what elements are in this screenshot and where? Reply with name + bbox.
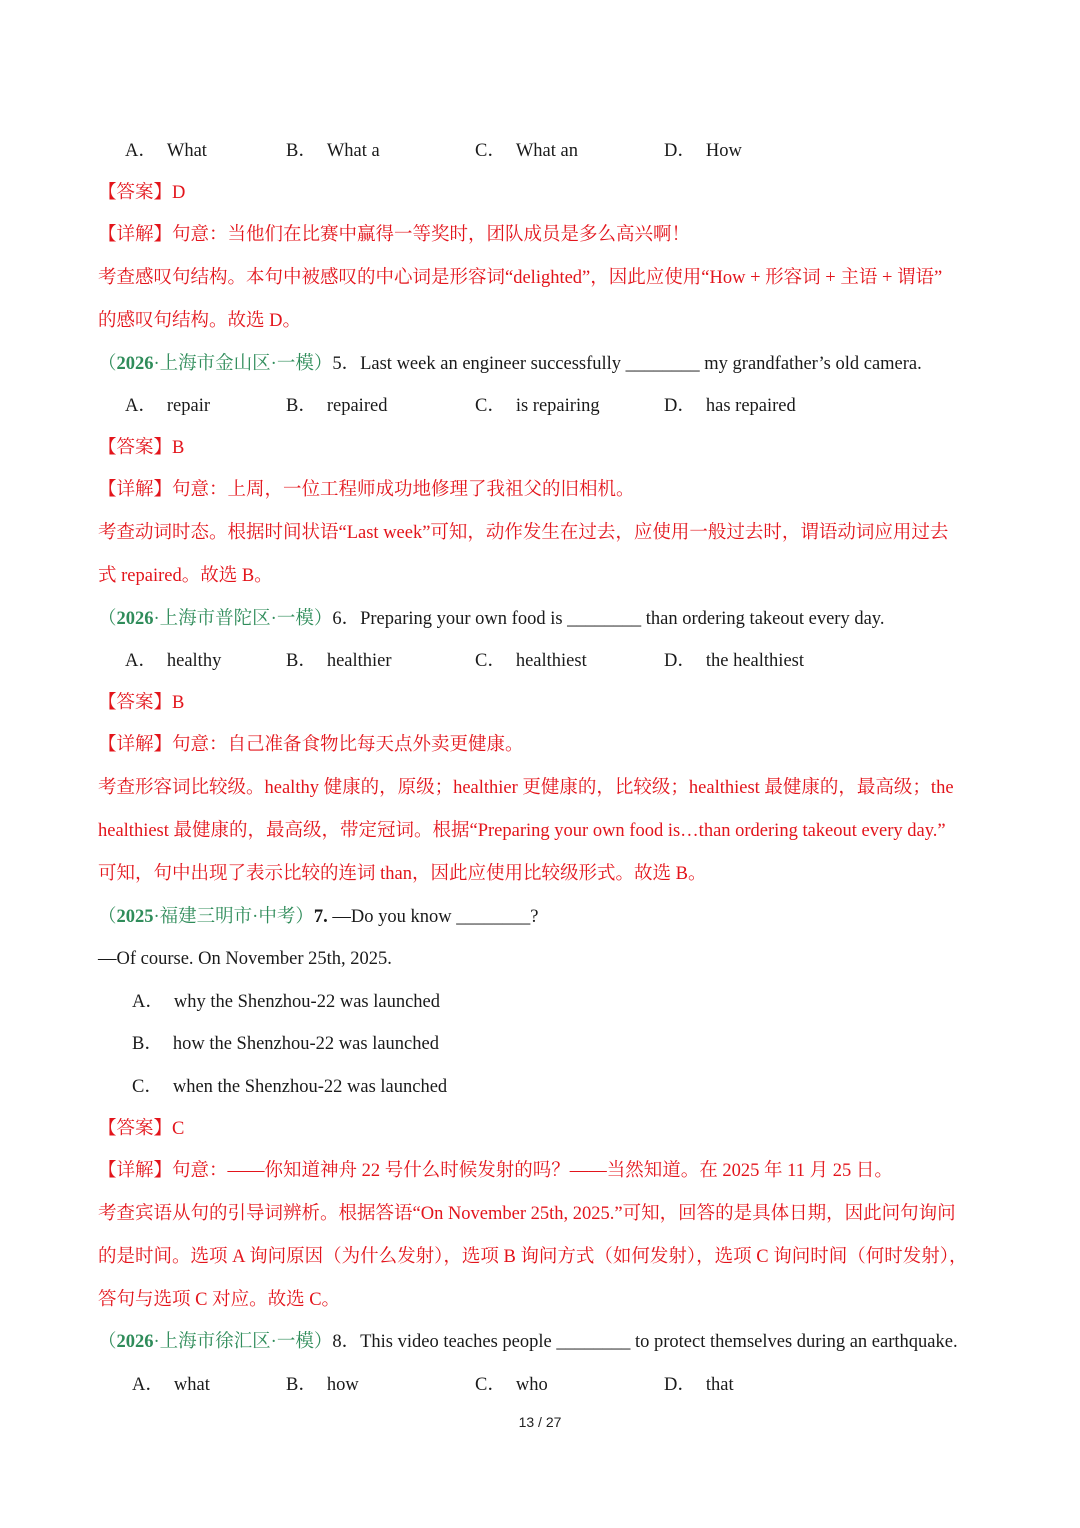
q5-explain-line-1: 考查动词时态。根据时间状语“Last week”可知，动作发生在过去，应使用一般过去时，谓语动词应用过去 xyxy=(98,523,949,543)
q8-option-c: C． who xyxy=(475,1375,548,1395)
q7-answer: 【答案】C xyxy=(98,1119,185,1139)
q4-option-b: B． What a xyxy=(286,141,380,161)
q4-explain-line-2: 的感叹句结构。故选 D。 xyxy=(98,311,301,331)
q6-option-c: C． healthiest xyxy=(475,651,587,671)
q6-answer: 【答案】B xyxy=(98,693,185,713)
q6-option-b: B． healthier xyxy=(286,651,392,671)
q7-explain-line-3: 答句与选项 C 对应。故选 C。 xyxy=(98,1290,341,1310)
q7-detail: 【详解】句意：——你知道神舟 22 号什么时候发射的吗？——当然知道。在 2025 年 11 月 25 日。 xyxy=(98,1161,893,1181)
q5-option-c: C． is repairing xyxy=(475,396,600,416)
q8-option-a: A． what xyxy=(132,1375,210,1395)
q4-answer: 【答案】D xyxy=(98,183,186,203)
q4-option-c: C． What an xyxy=(475,141,578,161)
page-number: 13 / 27 xyxy=(518,1414,562,1430)
q6-detail: 【详解】句意：自己准备食物比每天点外卖更健康。 xyxy=(98,735,524,755)
q8-option-d: D． that xyxy=(664,1375,734,1395)
q6-explain-line-2: healthiest 最健康的，最高级，带定冠词。根据“Preparing your own food is…than ordering takeout every day.” xyxy=(98,821,946,841)
q7-stem: （2025·福建三明市·中考）7. —Do you know ________? xyxy=(98,907,539,927)
q8-option-b: B． how xyxy=(286,1375,359,1395)
q6-option-d: D． the healthiest xyxy=(664,651,804,671)
q6-stem: （2026·上海市普陀区·一模）6．Preparing your own food is ________ than ordering takeout every day. xyxy=(98,609,885,629)
q5-option-d: D． has repaired xyxy=(664,396,796,416)
q4-option-a: A． What xyxy=(125,141,207,161)
q4-explain-line-1: 考查感叹句结构。本句中被感叹的中心词是形容词“delighted”，因此应使用“How + 形容词 + 主语 + 谓语” xyxy=(98,268,943,288)
q5-explain-line-2: 式 repaired。故选 B。 xyxy=(98,566,273,586)
q4-option-d: D． How xyxy=(664,141,742,161)
q6-option-a: A． healthy xyxy=(125,651,222,671)
q7-option-c: C． when the Shenzhou-22 was launched xyxy=(132,1077,448,1097)
q5-stem: （2026·上海市金山区·一模）5．Last week an engineer successfully ________ my grandfather’s old camera. xyxy=(98,354,922,374)
q4-detail: 【详解】句意：当他们在比赛中赢得一等奖时，团队成员是多么高兴啊！ xyxy=(98,225,691,245)
q6-explain-line-1: 考查形容词比较级。healthy 健康的，原级；healthier 更健康的，比较级；healthiest 最健康的，最高级；the xyxy=(98,778,954,798)
q8-stem: （2026·上海市徐汇区·一模）8．This video teaches people ________ to protect themselves during an earthquake. xyxy=(98,1332,958,1352)
q7-explain-line-1: 考查宾语从句的引导词辨析。根据答语“On November 25th, 2025.”可知，回答的是具体日期，因此问句询问 xyxy=(98,1204,956,1224)
q7-option-b: B． how the Shenzhou-22 was launched xyxy=(132,1034,439,1054)
q7-reply: —Of course. On November 25th, 2025. xyxy=(98,949,392,969)
q6-explain-line-3: 可知，句中出现了表示比较的连词 than，因此应使用比较级形式。故选 B。 xyxy=(98,864,707,884)
q5-option-b: B． repaired xyxy=(286,396,388,416)
q5-option-a: A． repair xyxy=(125,396,211,416)
q7-explain-line-2: 的是时间。选项 A 询问原因（为什么发射），选项 B 询问方式（如何发射），选项 C 询问时间（何时发射）， xyxy=(98,1247,968,1267)
q5-detail: 【详解】句意：上周，一位工程师成功地修理了我祖父的旧相机。 xyxy=(98,480,635,500)
q7-option-a: A． why the Shenzhou-22 was launched xyxy=(132,992,441,1012)
q5-answer: 【答案】B xyxy=(98,438,185,458)
